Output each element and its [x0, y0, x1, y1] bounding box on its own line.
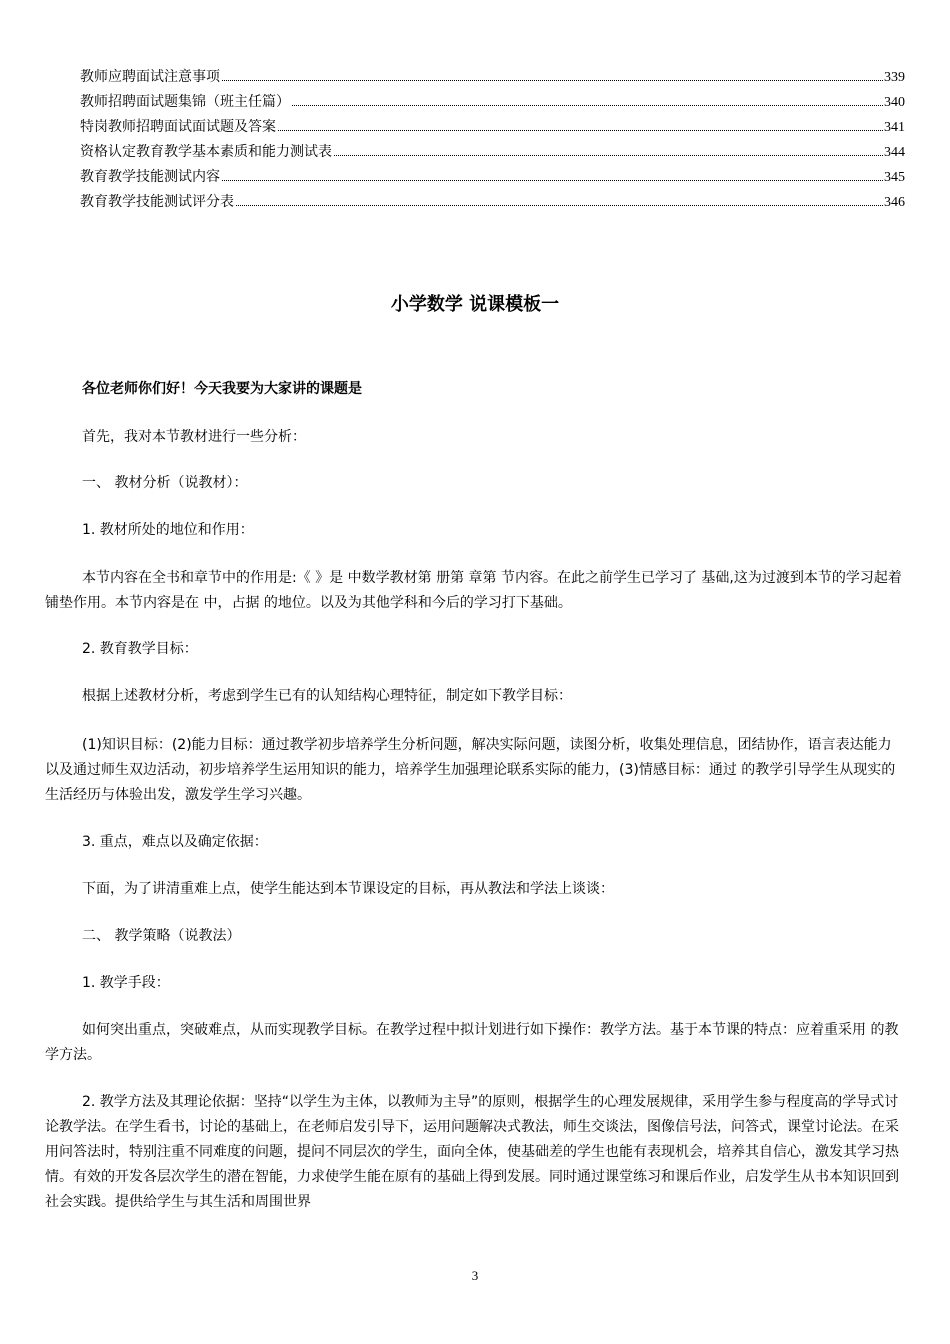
- body-paragraph: 下面，为了讲清重难上点，使学生能达到本节课设定的目标，再从教法和学法上谈谈：: [82, 881, 614, 897]
- toc-leader-dots: [334, 154, 883, 156]
- toc-leader-dots: [292, 104, 883, 106]
- toc-leader-dots: [222, 79, 883, 81]
- toc-entry-title: 教育教学技能测试评分表: [80, 194, 234, 210]
- body-paragraph: 如何突出重点，突破难点，从而实现教学目标。在教学过程中拟计划进行如下操作：教学方法。基于本节课的特点：应着重采用 的教学方法。: [45, 1022, 899, 1063]
- subheading-1-1: 1. 教材所处的地位和作用：: [82, 522, 254, 538]
- toc-entry[interactable]: [80, 191, 905, 216]
- toc-leader-dots: [222, 179, 883, 181]
- body-paragraph: 本节内容在全书和章节中的作用是:《 》是 中数学教材第 册第 章第 节内容。在此之前学生已学习了 基础,这为过渡到本节的学习起着铺垫作用。本节内容是在 中，占据 的地位。以及为其他学科和今后的学习打下基础。: [45, 570, 902, 611]
- page-number: 3: [471, 1268, 479, 1283]
- page-title: 小学数学 说课模板一: [390, 294, 560, 315]
- section-heading-2: 二、 教学策略（说教法）: [82, 928, 241, 944]
- intro-paragraph: 首先，我对本节教材进行一些分析：: [82, 429, 306, 445]
- toc-entry-page: 344: [884, 145, 905, 160]
- methods-paragraph: 2. 教学方法及其理论依据：坚持“以学生为主体，以教师为主导”的原则，根据学生的心理发展规律，采用学生参与程度高的学导式讨论教学法。在学生看书，讨论的基础上，在老师启发引导下，运用问题解决式教法，师生交谈法，图像信号法，问答式，课堂讨论法。在采用问答法时，特别注重不同难度的问题，提问不同层次的学生，面向全体，使基础差的学生也能有表现机会，培养其自信心，激发其学习热情。有效的开发各层次学生的潜在智能，力求使学生能在原有的基础上得到发展。同时通过课堂练习和课后作业，启发学生从书本知识回到社会实践。提供给学生与其生活和周围世界: [45, 1094, 899, 1210]
- greeting-paragraph: 各位老师你们好！今天我要为大家讲的课题是: [82, 381, 362, 397]
- body-paragraph: 根据上述教材分析，考虑到学生已有的认知结构心理特征，制定如下教学目标：: [82, 688, 572, 704]
- toc-entry-title: 教师招聘面试题集锦（班主任篇）: [80, 94, 290, 110]
- toc-entry-title: 资格认定教育教学基本素质和能力测试表: [80, 144, 332, 160]
- toc-entry-title: 教师应聘面试注意事项: [80, 69, 220, 85]
- section-heading-1: 一、 教材分析（说教材）：: [82, 475, 248, 491]
- toc-entry[interactable]: [80, 66, 905, 91]
- toc-entry-title: 教育教学技能测试内容: [80, 169, 220, 185]
- toc-entry-page: 340: [884, 95, 905, 110]
- subheading-1-2: 2. 教育教学目标：: [82, 641, 198, 657]
- subheading-1-3: 3. 重点，难点以及确定依据：: [82, 834, 268, 850]
- toc-leader-dots: [278, 129, 883, 131]
- toc-entry-page: 339: [884, 70, 905, 85]
- table-of-contents: [80, 66, 905, 216]
- toc-leader-dots: [236, 204, 883, 206]
- toc-entry-page: 341: [884, 120, 905, 135]
- subheading-2-1: 1. 教学手段：: [82, 975, 170, 991]
- toc-entry-page: 346: [884, 195, 905, 210]
- toc-entry[interactable]: [80, 91, 905, 116]
- toc-entry[interactable]: [80, 166, 905, 191]
- toc-entry[interactable]: [80, 116, 905, 141]
- toc-entry-page: 345: [884, 170, 905, 185]
- toc-entry[interactable]: [80, 141, 905, 166]
- objectives-paragraph: (1)知识目标：(2)能力目标：通过教学初步培养学生分析问题，解决实际问题，读图分析，收集处理信息，团结协作，语言表达能力以及通过师生双边活动，初步培养学生运用知识的能力，培养学生加强理论联系实际的能力，(3)情感目标：通过 的教学引导学生从现实的生活经历与体验出发，激发学生学习兴趣。: [45, 737, 896, 803]
- toc-entry-title: 特岗教师招聘面试面试题及答案: [80, 119, 276, 135]
